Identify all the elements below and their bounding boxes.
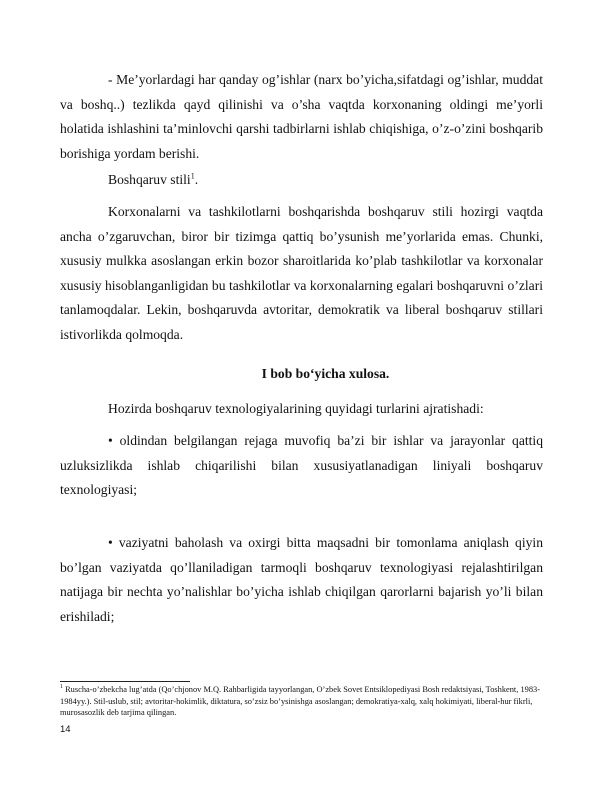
chapter-summary-heading: I bob bo‘yicha xulosa. — [261, 366, 390, 381]
footnote-number: 1 — [60, 684, 63, 691]
footnote-divider — [60, 681, 190, 682]
footnote — [60, 684, 543, 719]
paragraph-network-technology: • vaziyatni baholash va oxirgi bitta maqsadni bir tomonlama aniqlash qiyin bo’lgan vaziyatda qo’llaniladigan tarmoqli boshqaruv texnologiyasi rejalashtirilgan natijaga bir nechta yo’nalishlar bo’yicha ishlab chiqilgan qarorlarni bajarish yo’li bilan erishiladi; — [60, 535, 543, 624]
paragraph-technology-types-intro: Hozirda boshqaruv texnologiyalarining quyidagi turlarini ajratishadi: — [108, 401, 484, 416]
management-style-period: . — [194, 172, 199, 187]
footnote-text: Ruscha-o’zbekcha lug’atda (Qo’chjonov M.Q. Rahbarligida tayyorlangan, O’zbek Sovet Entsiklopediyasi Bosh redaktsiyasi, Toshkent, 1983-1984yy.). Stil-uslub, stil; avtoritar-hokimlik, diktatura, so’zsiz bo’ysinishga asoslangan; demokratiya-xalq, xalq hokimiyati, liberal-hur fikrli, murosasozlik deb tarjima qilingan. — [60, 685, 540, 718]
footnote-reference: 1 — [190, 171, 195, 181]
management-style-label: Boshqaruv stili — [108, 172, 191, 187]
paragraph-management-style-body: Korxonalarni va tashkilotlarni boshqarishda boshqaruv stili hozirgi vaqtda ancha o’zgaruvchan, biror bir tizimga qattiq bo’ysunish me’yorlarida emas. Chunki, xususiy mulkka asoslangan erkin bozor sharoitlarida ko’plab tashkilotlar va korxonalar xususiy hisoblanganligidan bu tashkilotlar va korxonalarning egalari boshqaruvni o’zlari tanlamoqdalar. Lekin, boshqaruvda avtoritar, demokratik va liberal boshqaruv stillari istivorlikda qolmoqda. — [60, 204, 543, 342]
paragraph-linear-technology: • oldindan belgilangan rejaga muvofiq ba’zi bir ishlar va jarayonlar qattiq uzluksizlikda ishlab chiqarilishi bilan xususiyatlanadigan liniyali boshqaruv texnologiyasi; — [60, 433, 543, 497]
page-number: 14 — [60, 724, 71, 735]
paragraph-norm-deviations: - Me’yorlardagi har qanday og’ishlar (narx bo’yicha,sifatdagi og’ishlar, muddat va boshq..) tezlikda qayd qilinishi va o’sha vaqtda korxonaning oldingi me’yorli holatida ishlashini ta’minlovchi qarshi tadbirlarni ishlab chiqishiga, o’z-o’zini boshqarib borishiga yordam berishi. — [60, 72, 543, 161]
paragraph-management-style-title — [60, 168, 543, 193]
